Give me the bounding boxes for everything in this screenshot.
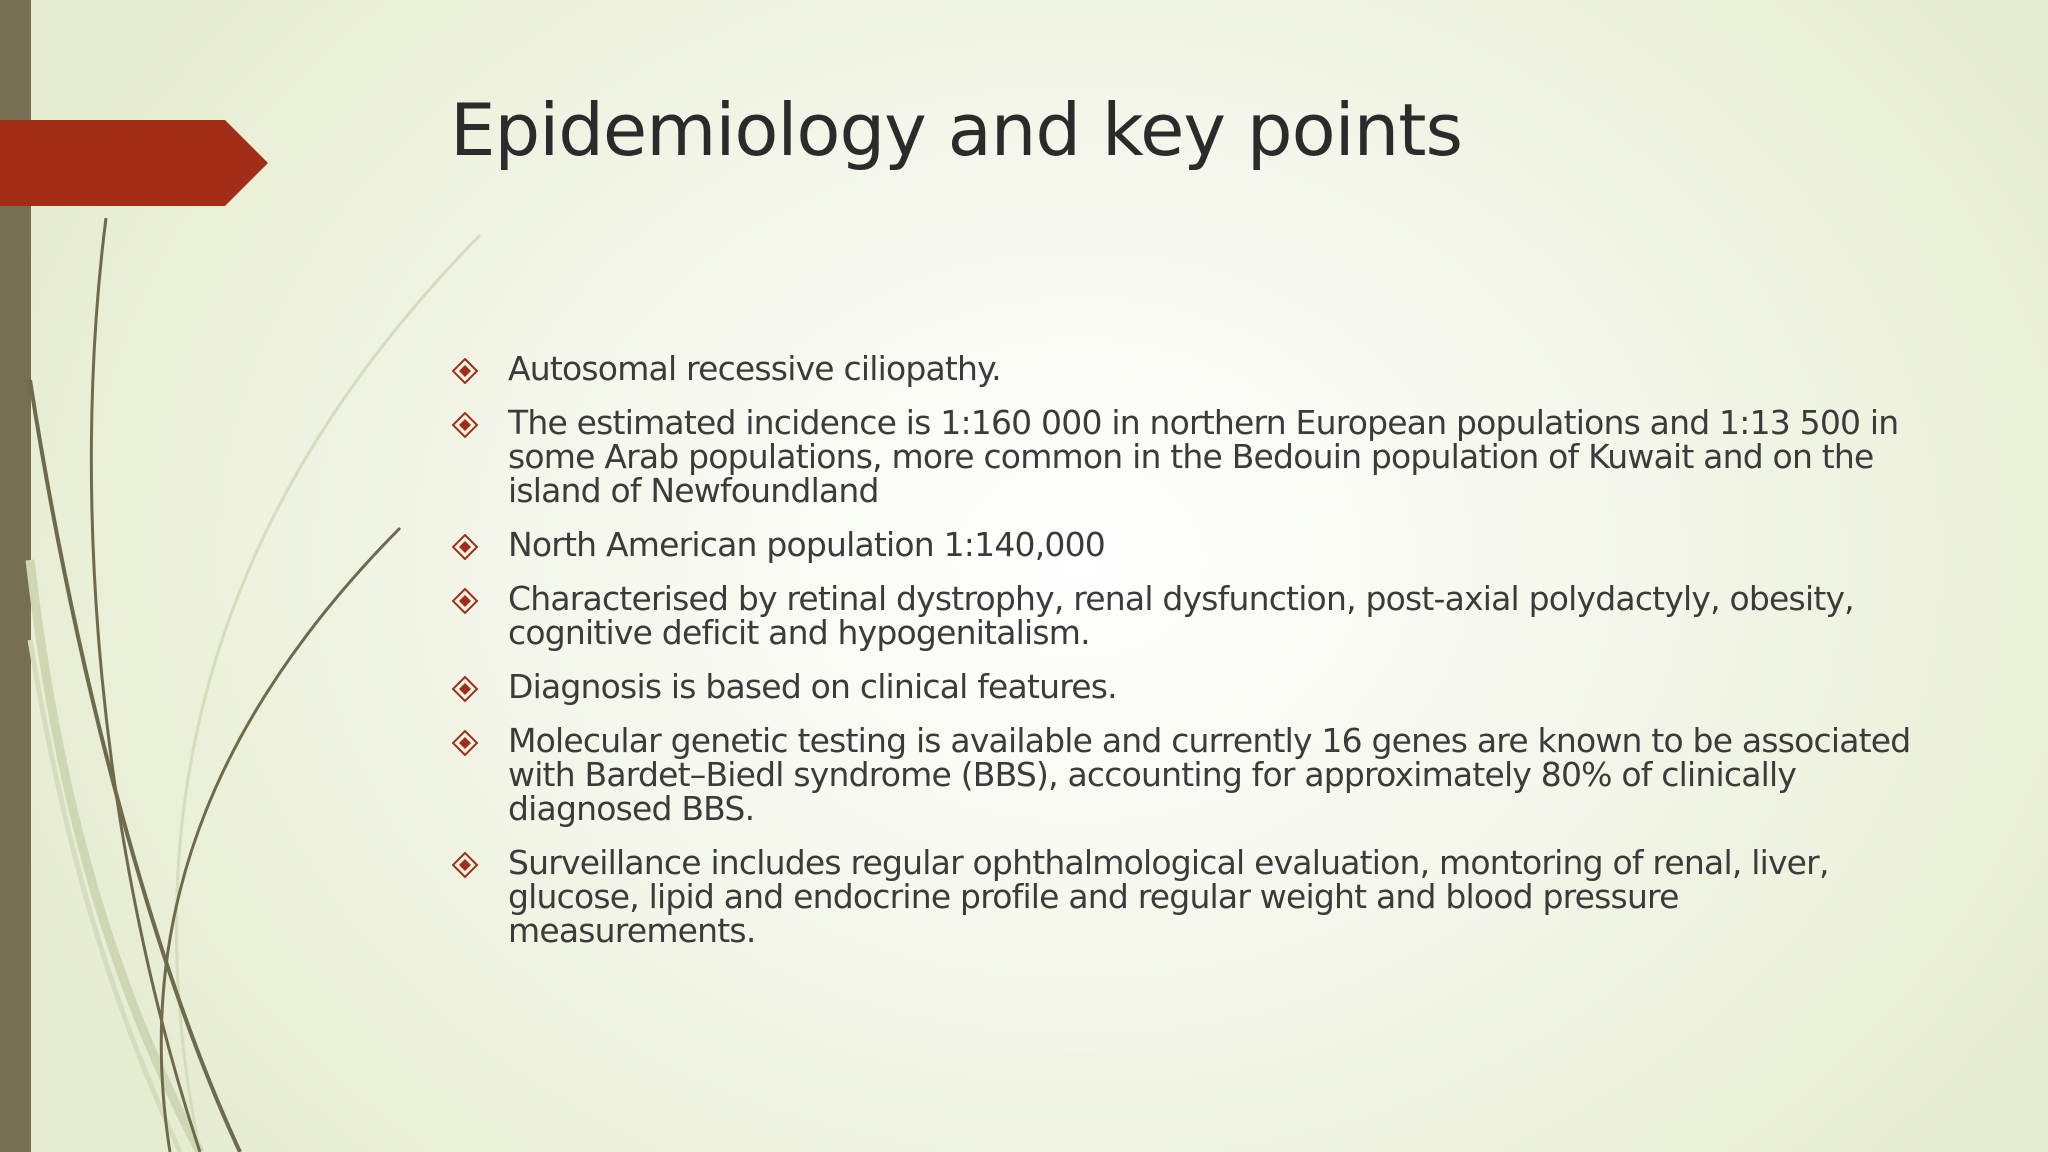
bullet-text: Molecular genetic testing is available and currently 16 genes are known to be associated with Bardet–Biedl syndrome (BBS), accounting for approximately 80% of clinically diagnosed BBS.: [508, 721, 1911, 828]
diamond-bullet-icon: [452, 534, 478, 560]
bullet-item: [452, 525, 1932, 564]
diamond-bullet-icon: [452, 730, 478, 756]
bullet-text: The estimated incidence is 1:160 000 in northern European populations and 1:13 500 in some Arab populations, more common in the Bedouin population of Kuwait and on the island of Newfoundland: [508, 403, 1899, 510]
diamond-bullet-icon: [452, 676, 478, 702]
diamond-bullet-icon: [452, 588, 478, 614]
bullet-text: Autosomal recessive ciliopathy.: [508, 349, 1001, 388]
title-arrow-shape: [0, 120, 270, 206]
bullet-text: Diagnosis is based on clinical features.: [508, 667, 1117, 706]
bullet-item: [452, 667, 1932, 706]
diamond-bullet-icon: [452, 852, 478, 878]
diamond-bullet-icon: [452, 412, 478, 438]
diamond-bullet-icon: [452, 358, 478, 384]
bullet-item: [452, 843, 1932, 950]
slide-title: Epidemiology and key points: [450, 88, 1463, 172]
bullet-item: [452, 721, 1932, 828]
bullet-list: [452, 349, 1932, 968]
bullet-text: North American population 1:140,000: [508, 525, 1105, 564]
bullet-text: Characterised by retinal dystrophy, renal dysfunction, post-axial polydactyly, obesity, cognitive deficit and hypogenitalism.: [508, 579, 1854, 652]
bullet-text: Surveillance includes regular ophthalmological evaluation, montoring of renal, liver, glucose, lipid and endocrine profile and regular weight and blood pressure measurements.: [508, 843, 1829, 950]
bullet-item: [452, 579, 1932, 652]
bullet-item: [452, 349, 1932, 388]
bullet-item: [452, 403, 1932, 510]
